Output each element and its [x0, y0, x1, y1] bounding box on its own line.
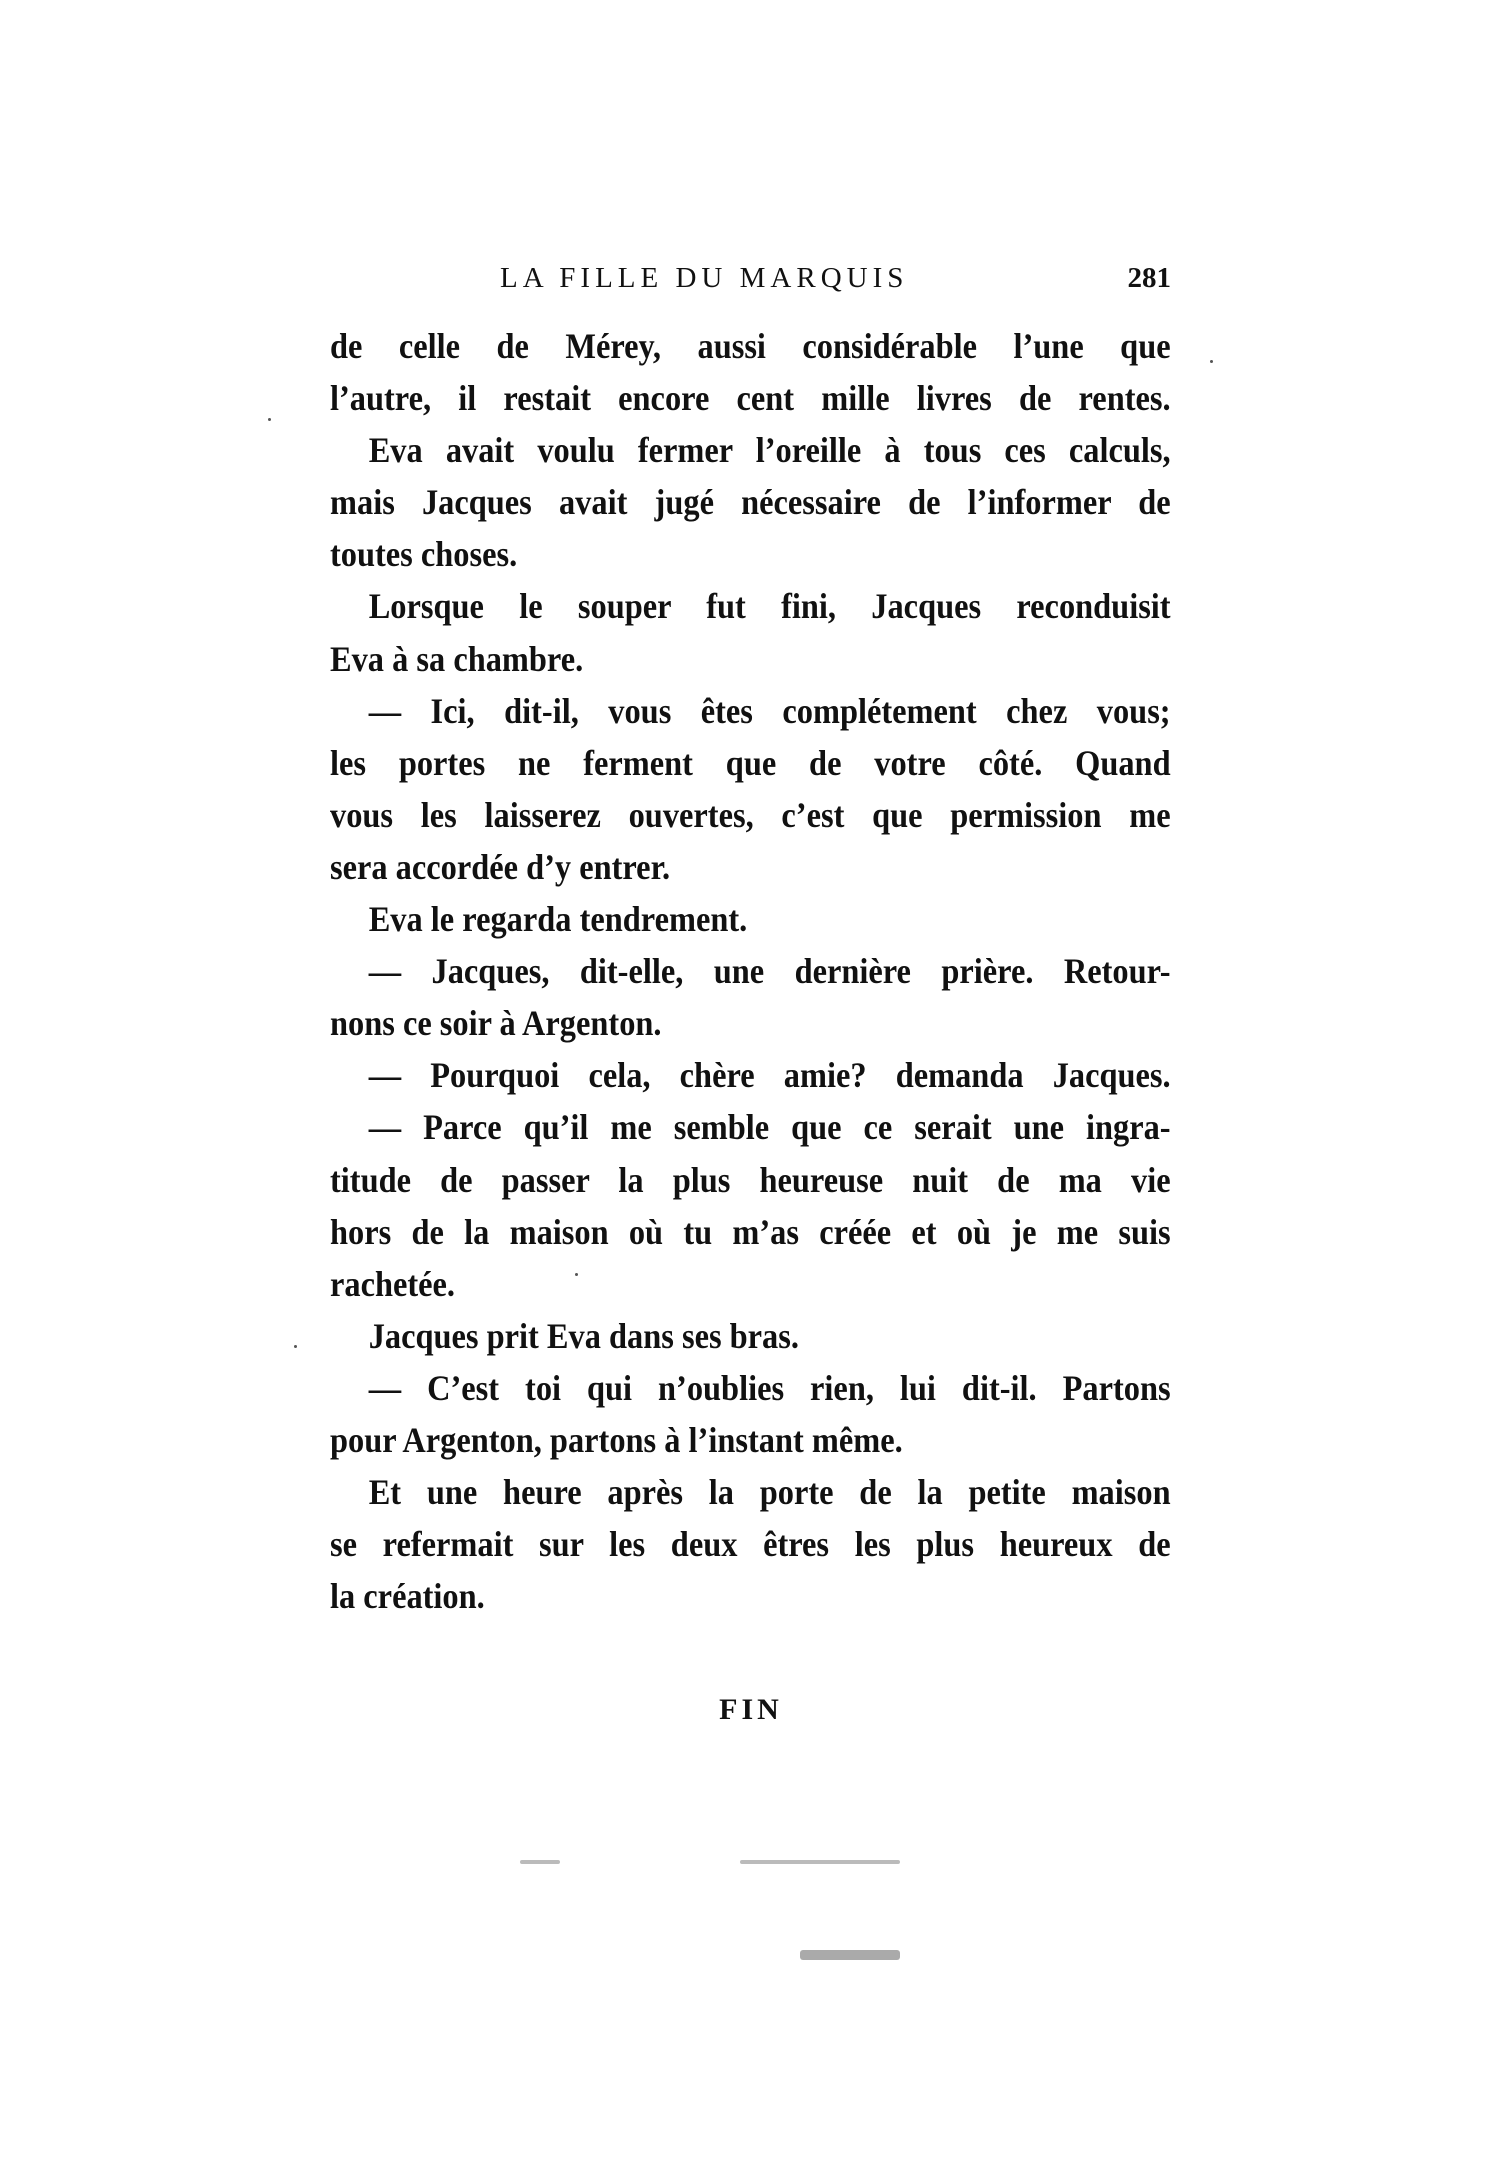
text-line: Jacques prit Eva dans ses bras.	[368, 1315, 799, 1356]
text-line: sera accordée d’y entrer.	[330, 846, 671, 887]
text-line: l’autre, il restait encore cent mille livres de rentes.	[330, 378, 1171, 419]
text-line: mais Jacques avait jugé nécessaire de l’informer de	[330, 482, 1171, 523]
text-line: — C’est toi qui n’oublies rien, lui dit-il. Partons	[368, 1367, 1171, 1408]
text-line: pour Argenton, partons à l’instant même.	[330, 1419, 903, 1460]
text-line: se refermait sur les deux êtres les plus heureux de	[330, 1524, 1171, 1565]
text-line: hors de la maison où tu m’as créée et où je me suis	[330, 1211, 1171, 1252]
text-line: nons ce soir à Argenton.	[330, 1003, 662, 1044]
page-number: 281	[1127, 262, 1171, 294]
text-line: rachetée.	[330, 1263, 456, 1304]
text-line: toutes choses.	[330, 534, 518, 575]
text-line: vous les laisserez ouvertes, c’est que permission me	[330, 794, 1171, 835]
text-line: — Parce qu’il me semble que ce serait une ingra-	[368, 1107, 1171, 1148]
ending-fin: FIN	[719, 1693, 783, 1726]
text-line: de celle de Mérey, aussi considérable l’une que	[330, 326, 1171, 366]
running-title: LA FILLE DU MARQUIS	[500, 262, 909, 294]
text-line: Eva le regarda tendrement.	[368, 899, 748, 940]
text-line: la création.	[330, 1576, 485, 1617]
text-line: Lorsque le souper fut fini, Jacques reconduisit	[368, 586, 1171, 627]
text-line: Eva avait voulu fermer l’oreille à tous ces calculs,	[368, 430, 1171, 471]
running-head	[330, 258, 1171, 298]
text-line: — Jacques, dit-elle, une dernière prière. Retour-	[368, 951, 1171, 992]
text-line: — Pourquoi cela, chère amie? demanda Jacques.	[368, 1055, 1171, 1096]
text-line: Et une heure après la porte de la petite maison	[368, 1472, 1171, 1513]
text-line: — Ici, dit-il, vous êtes complétement chez vous;	[368, 690, 1171, 731]
text-line: les portes ne ferment que de votre côté. Quand	[330, 742, 1171, 783]
text-line: Eva à sa chambre.	[330, 638, 584, 679]
body-text	[330, 320, 1171, 1622]
text-line: titude de passer la plus heureuse nuit de ma vie	[330, 1159, 1171, 1200]
